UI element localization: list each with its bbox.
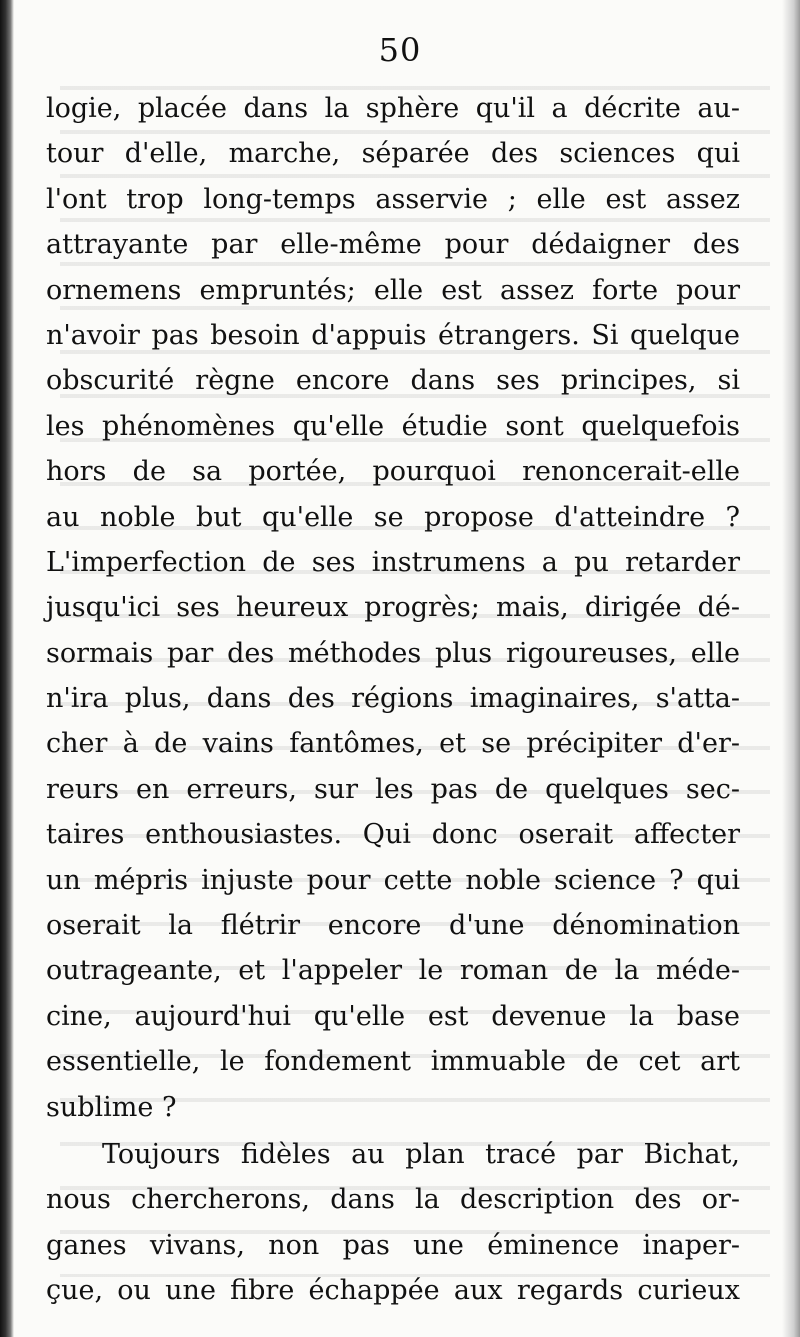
text-line: au noble but qu'elle se propose d'atteindre ? (46, 501, 740, 533)
text-line: jusqu'ici ses heureux progrès; mais, dirigée dé- (46, 592, 740, 624)
paragraph (46, 86, 740, 1130)
page-number: 50 (378, 31, 422, 69)
text-line: attrayante par elle-même pour dédaigner des (46, 229, 740, 261)
text-line: cher à de vains fantômes, et se précipiter d'er- (46, 728, 740, 760)
text-line: çue, ou une fibre échappée aux regards curieux (46, 1275, 740, 1307)
text-line: tour d'elle, marche, séparée des sciences qui (46, 138, 740, 170)
text-line: n'ira plus, dans des régions imaginaires, s'atta- (46, 683, 740, 715)
binding-edge (0, 0, 14, 1337)
text-line: sublime ? (46, 1091, 177, 1123)
paragraph (46, 1132, 740, 1314)
text-line: l'ont trop long-temps asservie ; elle est assez (46, 183, 740, 215)
text-line: les phénomènes qu'elle étudie sont quelquefois (46, 410, 740, 442)
text-line: taires enthousiastes. Qui donc oserait affecter (46, 819, 740, 851)
text-line: logie, placée dans la sphère qu'il a décrite au- (46, 93, 740, 124)
text-line: sormais par des méthodes plus rigoureuses, elle (46, 637, 740, 669)
text-line: essentielle, le fondement immuable de cet art (46, 1046, 740, 1078)
text-line: nous chercherons, dans la description des or- (46, 1184, 740, 1216)
text-line: un mépris injuste pour cette noble science ? qui (46, 864, 740, 896)
text-line: cine, aujourd'hui qu'elle est devenue la base (46, 1000, 740, 1032)
text-line: ganes vivans, non pas une éminence inaper- (46, 1229, 740, 1261)
text-line: L'imperfection de ses instrumens a pu retarder (46, 546, 740, 578)
body-text (46, 86, 740, 1314)
text-line: oserait la flétrir encore d'une dénomination (46, 910, 740, 942)
text-line: outrageante, et l'appeler le roman de la méde- (46, 955, 740, 987)
text-line: reurs en erreurs, sur les pas de quelques sec- (46, 773, 740, 805)
page-edge (782, 0, 800, 1337)
text-line: obscurité règne encore dans ses principes, si (46, 365, 740, 397)
text-line: hors de sa portée, pourquoi renoncerait-elle (46, 456, 740, 488)
text-line: Toujours fidèles au plan tracé par Bichat, (102, 1138, 740, 1170)
text-line: n'avoir pas besoin d'appuis étrangers. Si quelque (46, 319, 740, 351)
text-line: ornemens empruntés; elle est assez forte pour (46, 274, 740, 306)
